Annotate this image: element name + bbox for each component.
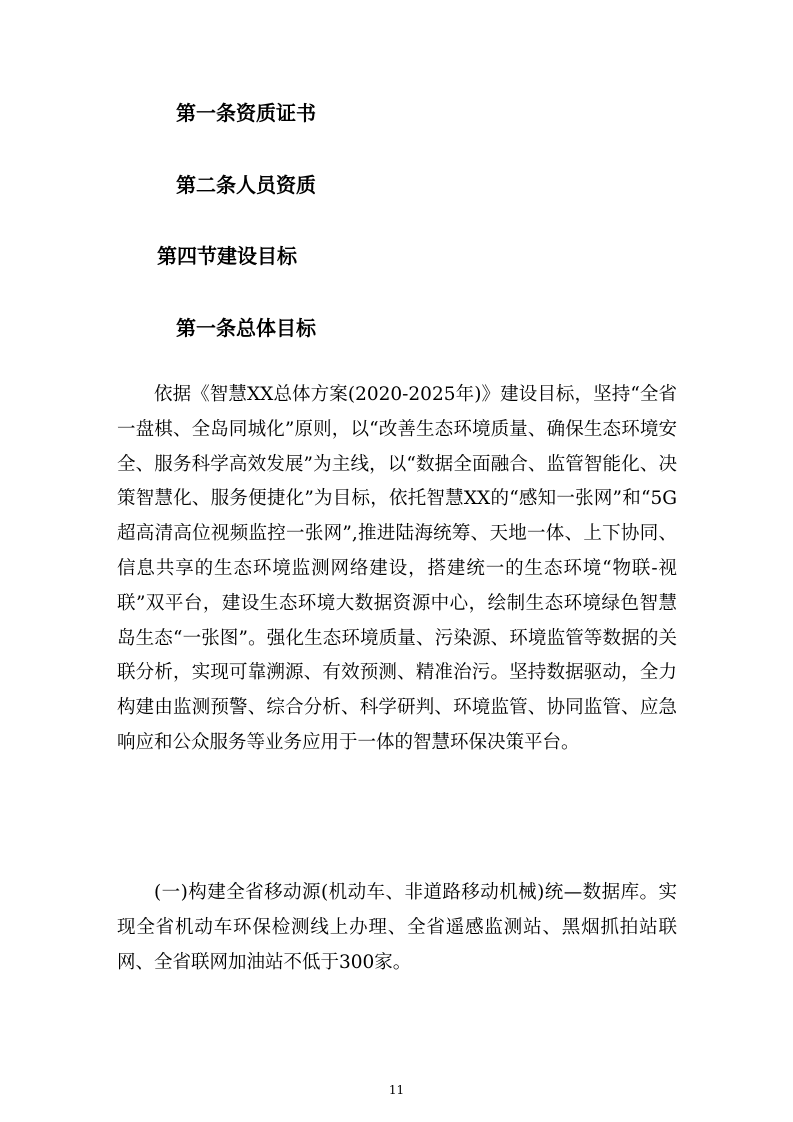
heading-section-construction-goals: 第四节建设目标 (157, 244, 297, 268)
heading-qualification-certificate: 第一条资质证书 (176, 101, 316, 125)
page-number: 11 (388, 1083, 405, 1097)
paragraph-overall-goal: 依据《智慧XX总体方案(2020-2025年)》建设目标，坚持“全省一盘棋、全岛同城化”原则，以“改善生态环境质量、确保生态环境安全、服务科学高效发展”为主线，以“数据全面融合、监管智能化、决策智慧化、服务便捷化”为目标，依托智慧XX的“感知一张网”和“5G超高清高位视频监控一张网”,推进陆海统筹、天地一体、上下协同、信息共享的生态环境监测网络建设，搭建统一的生态环境“物联-视联”双平台，建设生态环境大数据资源中心，绘制生态环境绿色智慧岛生态“一张图”。强化生态环境质量、污染源、环境监管等数据的关联分析，实现可靠溯源、有效预测、精准治污。坚持数据驱动，全力构建由监测预警、综合分析、科学研判、环境监管、协同监管、应急响应和公众服务等业务应用于一体的智慧环保决策平台。 (117, 384, 677, 753)
heading-overall-goal: 第一条总体目标 (176, 316, 316, 340)
paragraph-mobile-source-database: (一)构建全省移动源(机动车、非道路移动机械)统—数据库。实现全省机动车环保检测线上办理、全省遥感监测站、黑烟抓拍站联网、全省联网加油站不低于300家。 (117, 882, 677, 973)
heading-personnel-qualification: 第二条人员资质 (176, 173, 316, 197)
